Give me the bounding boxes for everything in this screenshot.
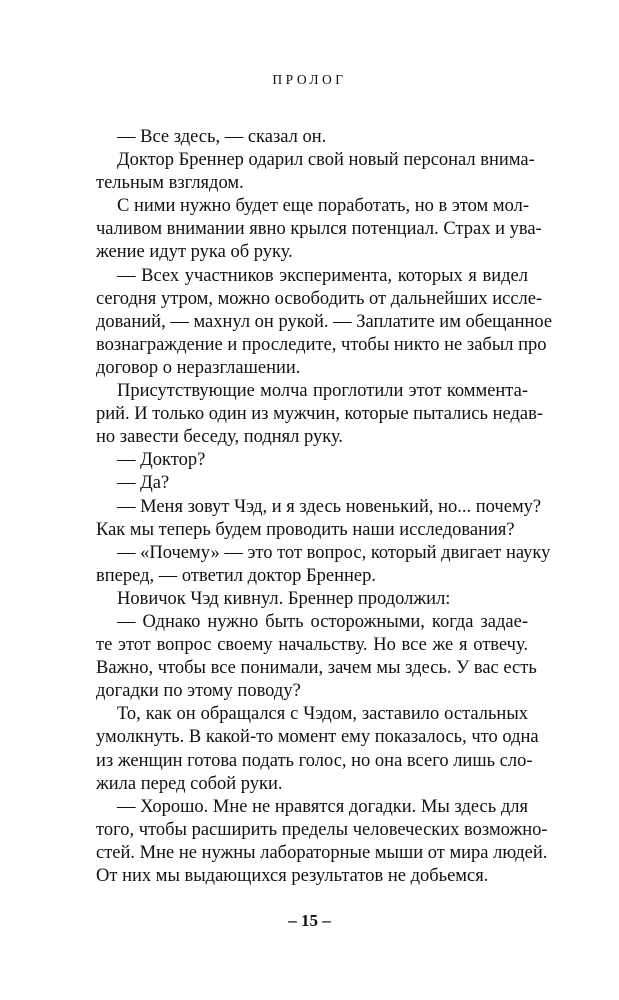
text-line: из женщин готова подать голос, но она всего лишь сло- — [96, 750, 533, 771]
text-line: догадки по этому поводу? — [96, 681, 301, 702]
body-text — [96, 126, 553, 888]
text-line: те этот вопрос своему начальству. Но все же я отвечу. — [96, 635, 528, 656]
text-line: От них мы выдающихся результатов не добьемся. — [96, 866, 489, 886]
text-line: Как мы теперь будем проводить наши исследования? — [96, 519, 515, 540]
text-line: стей. Мне не нужны лабораторные мыши от мира людей. — [96, 842, 548, 863]
text-line: — Меня зовут Чэд, и я здесь новенький, но... почему? — [117, 496, 542, 517]
text-line: жение идут рука об руку. — [96, 242, 293, 263]
text-line: вперед, — ответил доктор Бреннер. — [96, 565, 376, 586]
text-line: — Да? — [117, 473, 170, 494]
text-line: — «Почему» — это тот вопрос, который двигает науку — [117, 542, 551, 563]
text-line: — Доктор? — [117, 450, 206, 471]
text-line: сегодня утром, можно освободить от дальнейших иссле- — [96, 288, 543, 309]
text-line: С ними нужно будет еще поработать, но в этом мол- — [117, 196, 529, 217]
text-line: То, как он обращался с Чэдом, заставило остальных — [117, 704, 528, 725]
text-line: Новичок Чэд кивнул. Бреннер продолжил: — [117, 588, 451, 609]
text-line: умолкнуть. В какой-то момент ему показалось, что одна — [96, 727, 539, 748]
page-number: – 15 – — [288, 911, 331, 930]
text-line: Доктор Бреннер одарил свой новый персонал внима- — [117, 150, 535, 171]
text-line: чаливом внимании явно крылся потенциал. Страх и ува- — [96, 219, 542, 240]
text-line: договор о неразглашении. — [96, 357, 301, 378]
text-line: рий. И только один из мужчин, которые пытались недав- — [96, 404, 543, 425]
text-line: жила перед собой руки. — [96, 773, 283, 794]
text-line: вознаграждение и проследите, чтобы никто не забыл про — [96, 334, 547, 355]
text-line: — Всех участников эксперимента, которых я видел — [117, 265, 528, 286]
text-line: тельным взглядом. — [96, 173, 244, 194]
text-line: Важно, чтобы все понимали, зачем мы здесь. У вас есть — [96, 658, 537, 679]
text-line: — Все здесь, — сказал он. — [117, 127, 327, 147]
text-line: Присутствующие молча проглотили этот коммента- — [117, 381, 528, 402]
running-head: ПРОЛОГ — [272, 72, 347, 87]
text-line: но завести беседу, поднял руку. — [96, 427, 344, 448]
text-line: — Однако нужно быть осторожными, когда задае- — [117, 611, 528, 632]
text-line: — Хорошо. Мне не нравятся догадки. Мы здесь для — [117, 796, 528, 817]
text-line: дований, — махнул он рукой. — Заплатите им обещанное — [96, 311, 553, 332]
text-line: того, чтобы расширить пределы человеческих возможно- — [96, 819, 548, 840]
